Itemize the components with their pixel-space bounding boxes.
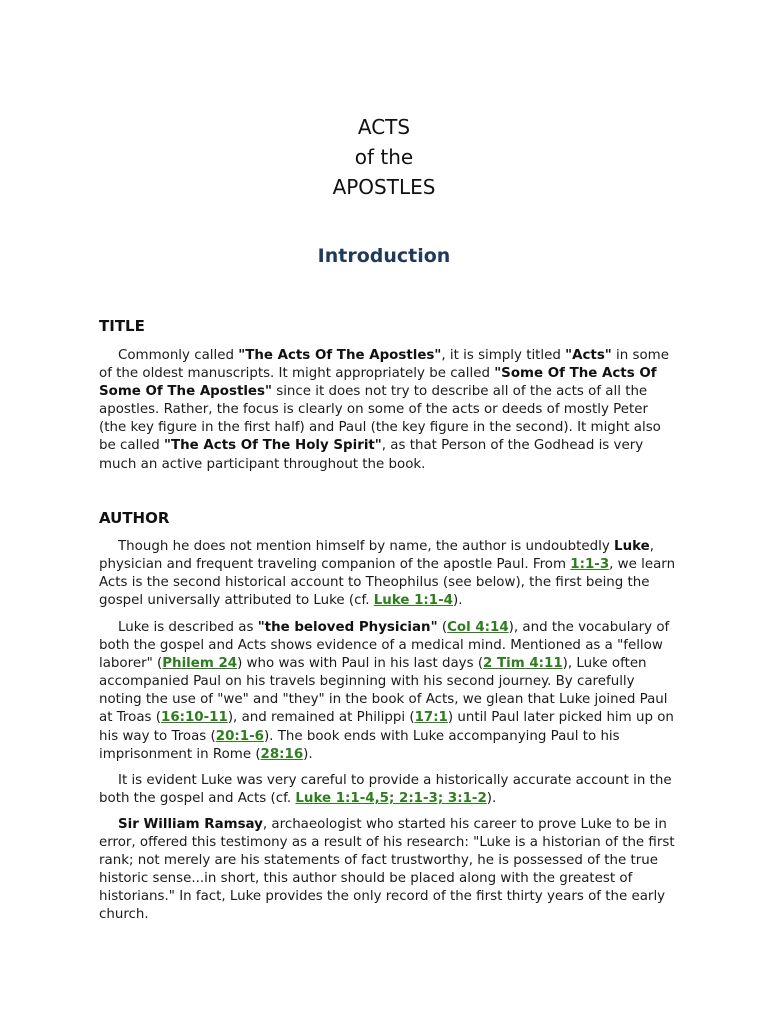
text-run: ), Luke often accompanied Paul on his travels beginning with his second journey. By carefully noting the use of "we" and "they" in the book of Acts, we glean that Luke joined Paul at Troas ( [99,656,668,726]
scripture-link[interactable]: Col 4:14 [447,620,509,635]
text-run: ). The book ends with Luke accompanying Paul to his imprisonment in Rome ( [99,728,620,762]
title-line-1: ACTS [357,115,411,139]
text-run: since it does not try to describe all of the acts of all the apostles. Rather, the focus is clearly on some of the acts or deeds of mostly Peter (the key figure in the first half) and Paul (the key figure in the second). It might also be called [99,384,661,454]
scripture-link[interactable]: 28:16 [260,746,304,762]
document-subtitle: Introduction [317,245,451,267]
bold-phrase: "Acts" [565,348,612,363]
bold-phrase: Luke [614,539,650,554]
author-paragraph-3 [99,772,677,808]
text-run: , physician and frequent traveling companion of the apostle Paul. From [99,539,655,573]
text-run: ) until Paul later picked him up on his way to Troas ( [99,710,674,744]
text-run: ), and the vocabulary of both the gospel and Acts shows evidence of a medical mind. Mentioned as a "fellow laborer" ( [99,620,670,672]
title-line-2: of the [354,145,414,169]
text-run: Luke is described as [118,620,258,635]
scripture-link[interactable]: 20:1-6 [215,728,264,744]
title-line-3: APOSTLES [332,175,436,199]
scripture-link[interactable]: 2 Tim 4:11 [483,656,563,672]
text-run: , we learn Acts is the second historical account to Theophilus (see below), the first being the gospel universally attributed to Luke (cf. [99,557,676,609]
text-run: , archaeologist who started his career to prove Luke to be in error, offered this testimony as a result of his research: "Luke is a historian of the first rank; not merely are his statements of fact trustworthy, he is possessed of the true historic sense...in short, this author should be placed along with the greatest of historians." In fact, Luke provides the only record of the first thirty years of the early church. [99,817,675,923]
scripture-link[interactable]: Luke 1:1-4 [373,593,453,609]
text-run: Commonly called [118,348,239,363]
bold-phrase: "Some Of The Acts Of Some Of The Apostles" [99,366,657,400]
text-run: in some of the oldest manuscripts. It might appropriately be called [99,348,669,382]
author-paragraph-1 [99,538,677,610]
scripture-link[interactable]: 1:1-3 [570,557,610,573]
text-run: It is evident Luke was very careful to provide a historically accurate account in the both the gospel and Acts (cf. [99,773,672,807]
text-run: ). [486,791,497,807]
text-run: , it is simply titled [441,348,566,363]
bold-phrase: "The Acts Of The Holy Spirit" [164,438,382,454]
title-paragraph [99,347,677,474]
text-run: ). [303,746,313,762]
text-run: ). [452,593,463,609]
scripture-link[interactable]: 17:1 [414,710,448,726]
bold-phrase: Sir William Ramsay [118,817,263,832]
text-run: Though he does not mention himself by name, the author is undoubtedly [118,539,615,554]
bold-phrase: "the beloved Physician" [257,620,438,635]
section-heading-author: AUTHOR [99,509,170,527]
text-run: ) who was with Paul in his last days ( [237,656,484,672]
bold-phrase: "The Acts Of The Apostles" [238,348,442,363]
text-run: , as that Person of the Godhead is very much an active participant throughout the book. [99,438,644,472]
scripture-link[interactable]: 16:10-11 [161,710,228,726]
text-run: ), and remained at Philippi ( [227,710,415,726]
author-paragraph-2 [99,619,677,764]
scripture-link[interactable]: Philem 24 [162,656,238,672]
document-title [0,112,768,202]
section-heading-title: TITLE [99,317,145,335]
scripture-link[interactable]: Luke 1:1-4,5; 2:1-3; 3:1-2 [295,791,487,807]
author-paragraph-4 [99,816,677,925]
text-run: ( [437,620,448,635]
